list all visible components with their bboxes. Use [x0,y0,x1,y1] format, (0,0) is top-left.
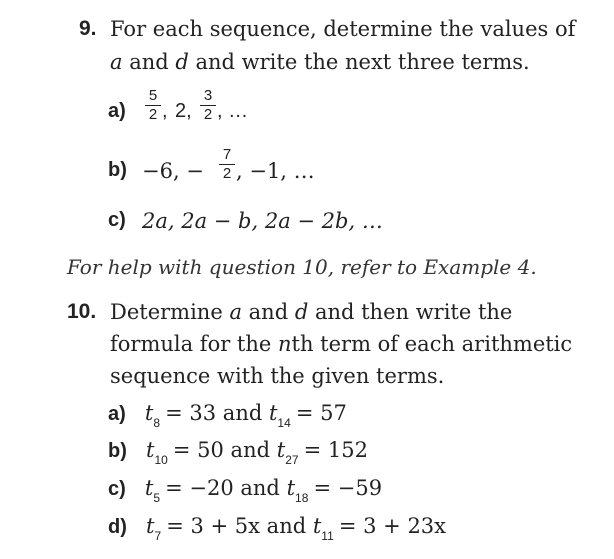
part-10d [108,514,447,543]
part-label: a) [108,100,126,122]
condition-text: = 33 and [165,401,269,425]
term-symbol: t [312,514,322,538]
fraction-3-2: 3 2 [200,88,216,123]
terms-expression: 2a, 2a − b, 2a − 2b, … [142,209,383,233]
part-label: c) [108,209,126,231]
term-symbol: t [145,514,155,538]
term-symbol: t [276,438,286,462]
term-index: 10 [154,453,168,467]
part-label: a) [108,403,126,425]
term-symbol: t [286,476,296,500]
term-index: 8 [153,416,161,430]
term-symbol: t [145,438,155,462]
ellipsis: , … [217,100,249,122]
fraction-7-2: 7 2 [219,147,235,182]
question-text-line1: Determine a and d and then write the [110,300,513,324]
part-label: b) [108,440,127,462]
condition-value: = 3 + 23x [338,514,447,538]
term-index: 14 [277,416,291,430]
term: 2, [175,100,192,122]
part-10b [108,438,368,467]
condition-value: = 152 [303,438,368,462]
question-number: 9. [79,17,97,40]
fraction-5-2: 5 2 [145,88,161,123]
term-index: 18 [295,491,309,505]
help-note: For help with question 10, refer to Example 4. [67,255,537,279]
terms-start: −6, − [142,159,204,183]
question-text-line2: formula for the nth term of each arithmetic [110,332,573,356]
term-index: 5 [153,491,161,505]
question-number: 10. [67,300,97,323]
part-label: b) [108,159,127,181]
term-symbol: t [144,476,154,500]
term-symbol: t [144,401,154,425]
condition-value: = 57 [295,401,347,425]
condition-text: = 50 and [172,438,277,462]
part-label: d) [108,516,127,538]
question-text-line3: sequence with the given terms. [110,364,445,388]
question-text-line2: a and d and write the next three terms. [110,50,530,74]
separator: , [162,100,168,122]
term-symbol: t [268,401,278,425]
term-index: 11 [321,529,334,543]
part-10a [108,401,347,430]
question-text-line1: For each sequence, determine the values of [110,17,576,41]
condition-text: = 3 + 5x and [166,514,313,538]
condition-value: = −59 [313,476,383,500]
part-label: c) [108,478,126,500]
term-index: 27 [285,453,299,467]
condition-text: = −20 and [165,476,287,500]
term-index: 7 [154,529,162,543]
part-10c [108,476,383,505]
terms-end: , −1, … [236,159,315,183]
